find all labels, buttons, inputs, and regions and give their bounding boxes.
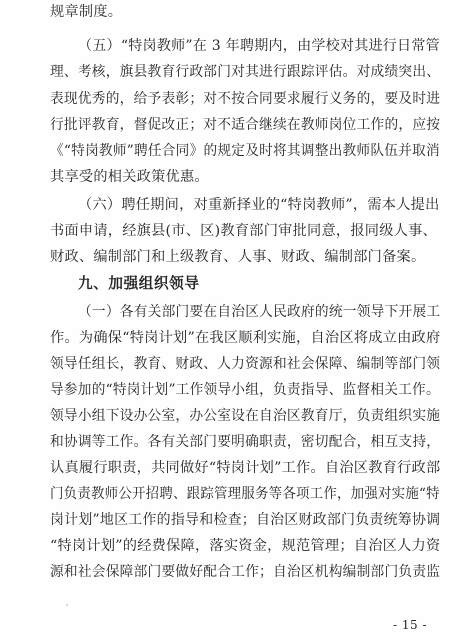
text-line: 作。为确保“特岗计划”在我区顺利实施，自治区将成立由政府 bbox=[50, 330, 441, 346]
text-line: （一）各有关部门要在自治区人民政府的统一领导下开展工 bbox=[78, 304, 441, 320]
text-line: 源和社会保障部门要做好配合工作；自治区机构编制部门负责监 bbox=[50, 564, 441, 580]
text-line: “特岗计划”的经费保障，落实资金，规范管理；自治区人力资 bbox=[50, 538, 441, 554]
text-line: 规章制度。 bbox=[50, 4, 123, 20]
text-line: 理、考核，旗县教育行政部门对其进行跟踪评估。对成绩突出、 bbox=[50, 64, 441, 80]
text-line: 领导小组下设办公室，办公室设在自治区教育厅，负责组织实施 bbox=[50, 408, 441, 424]
page-number: - 15 - bbox=[393, 618, 428, 632]
text-line: （六）聘任期间，对重新择业的“特岗教师”，需本人提出 bbox=[78, 197, 440, 213]
section-heading: 九、加强组织领导 bbox=[78, 275, 200, 292]
text-line: 导参加的“特岗计划”工作领导小组，负责指导、监督相关工作。 bbox=[50, 382, 440, 398]
text-line: 其享受的相关政策优惠。 bbox=[50, 169, 209, 185]
text-line: 表现优秀的，给予表彰；对不按合同要求履行义务的，要及时进 bbox=[50, 91, 441, 107]
text-line: 《“特岗教师”聘任合同》的规定及时将其调整出教师队伍并取消 bbox=[50, 143, 440, 159]
text-line: 岗计划”地区工作的指导和检查；自治区财政部门负责统筹协调 bbox=[50, 512, 441, 528]
text-line: （五）“特岗教师”在 3 年聘期内，由学校对其进行日常管 bbox=[78, 38, 440, 54]
text-line: 领导任组长，教育、财政、人力资源和社会保障、编制等部门领 bbox=[50, 356, 441, 372]
text-line: 行批评教育，督促改正；对不适合继续在教师岗位工作的，应按 bbox=[50, 117, 441, 133]
text-line: 门负责教师公开招聘、跟踪管理服务等各项工作，加强对实施“特 bbox=[50, 486, 440, 502]
text-line: 书面申请，经旗县(市、区)教育部门审批同意，报同级人事、 bbox=[50, 223, 437, 239]
scan-speck bbox=[66, 604, 68, 606]
text-line: 认真履行职责，共同做好“特岗计划”工作。自治区教育行政部 bbox=[50, 460, 441, 476]
text-line: 和协调等工作。各有关部门要明确职责，密切配合，相互支持， bbox=[50, 434, 441, 450]
text-line: 财政、编制部门和上级教育、人事、财政、编制部门备案。 bbox=[50, 249, 426, 265]
